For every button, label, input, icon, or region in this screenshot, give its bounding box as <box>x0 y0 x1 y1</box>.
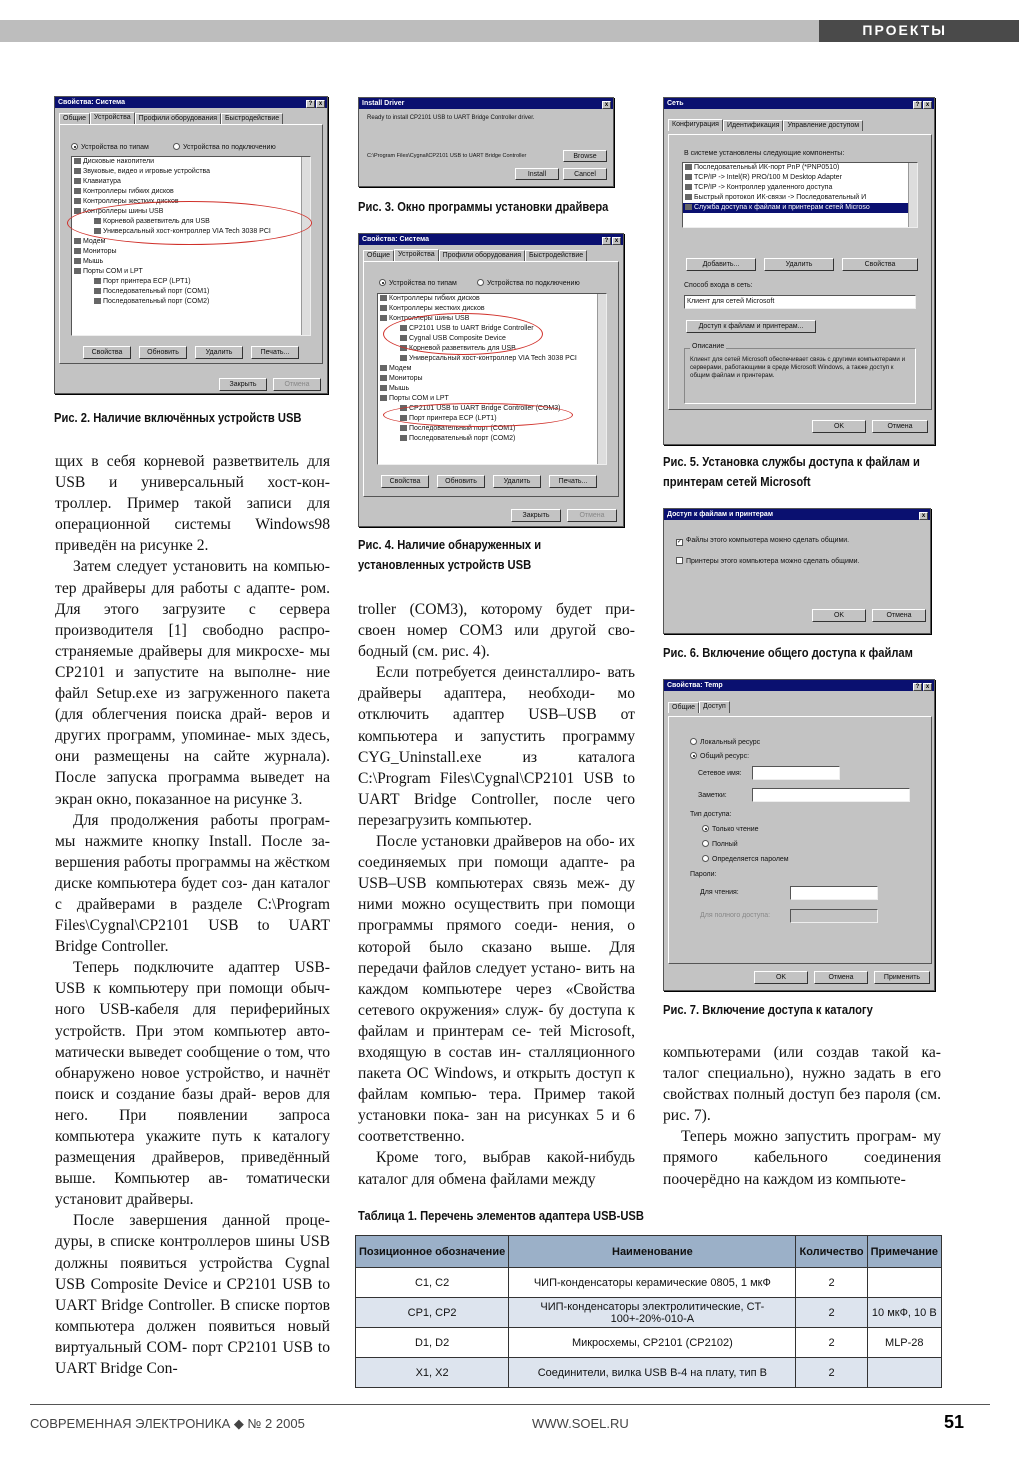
fig2-tabs <box>59 112 323 124</box>
print-button[interactable]: Печать... <box>549 475 597 488</box>
apply-button[interactable]: Применить <box>874 971 930 984</box>
column-header: Примечание <box>867 1236 941 1268</box>
device-icon <box>74 158 81 164</box>
table-cell: ЧИП-конденсаторы керамические 0805, 1 мкФ <box>509 1268 796 1298</box>
table-cell: 2 <box>796 1298 867 1328</box>
fig5-dialog <box>663 97 935 445</box>
port-icon <box>94 288 101 294</box>
tree-item[interactable]: Контроллеры шины USB <box>378 314 606 324</box>
passwords-label: Пароли: <box>690 871 717 878</box>
radio-icon[interactable] <box>71 143 78 150</box>
full-password-field[interactable] <box>790 909 878 923</box>
file-print-sharing-button[interactable]: Доступ к файлам и принтерам... <box>686 320 816 333</box>
remove-button[interactable]: Удалить <box>493 475 541 488</box>
tree-item[interactable]: Корневой разветвитель для USB <box>72 217 310 227</box>
usb-icon <box>94 228 101 234</box>
list-item[interactable]: Последовательный ИК-порт PnP (*PNP0510) <box>683 163 917 173</box>
remove-button[interactable]: Удалить <box>764 258 834 271</box>
help-icon[interactable]: ? <box>306 100 315 108</box>
fig6-dialog <box>663 508 931 634</box>
fig3-dialog <box>358 97 614 187</box>
tree-item[interactable]: Последовательный порт (COM1) <box>378 424 606 434</box>
device-icon <box>74 238 81 244</box>
properties-button[interactable]: Свойства <box>381 475 429 488</box>
fig3-message: Ready to install CP2101 USB to UART Bridge Controller driver. <box>367 115 535 121</box>
port-icon <box>94 278 101 284</box>
tree-item[interactable]: Последовательный порт (COM2) <box>378 434 606 444</box>
tree-item[interactable]: Контроллеры жестких дисков <box>378 304 606 314</box>
checkbox-checked-icon[interactable]: ✓ <box>677 539 683 545</box>
fig2-titlebar <box>55 97 327 108</box>
paragraph: Для продолжения работы програм- мы нажмите кнопку Install. После за- вершения работы программы на жёстком диске компьютера будет соз- дан каталог с драйверами в разделе C:\Program Files\Cygnal\CP2101 USB to UART Bridge Controller. <box>55 811 330 956</box>
tree-item[interactable]: Порт принтера ECP (LPT1) <box>72 277 310 287</box>
table-cell: ЧИП-конденсаторы электролитические, CT-100+-20%-010-A <box>509 1298 796 1328</box>
help-icon[interactable]: ? <box>913 683 922 691</box>
refresh-button[interactable]: Обновить <box>437 475 485 488</box>
network-icon <box>685 164 692 170</box>
table-cell: 2 <box>796 1358 867 1388</box>
tree-item[interactable]: Порт принтера ECP (LPT1) <box>378 414 606 424</box>
tab-performance[interactable]: Быстродействие <box>221 113 283 124</box>
share-name-label: Сетевое имя: <box>698 770 742 777</box>
radio-icon[interactable] <box>702 825 709 832</box>
usb-icon <box>400 355 407 361</box>
tab-hw-profiles[interactable]: Профили оборудования <box>439 250 525 261</box>
tab-devices[interactable]: Устройства <box>394 249 439 261</box>
add-button[interactable]: Добавить... <box>686 258 756 271</box>
usb-icon <box>400 345 407 351</box>
text-column-3 <box>663 1042 941 1190</box>
share-printers-checkbox[interactable]: Принтеры этого компьютера можно сделать общими. <box>676 557 860 565</box>
fig2-dialog <box>54 96 328 394</box>
device-icon <box>74 198 81 204</box>
cancel-button[interactable]: Отмена <box>872 420 928 433</box>
tree-item[interactable]: Модем <box>378 364 606 374</box>
fig3-path: C:\Program Files\Cygnal\CP2101 USB to UART Bridge Controller <box>367 153 527 159</box>
fig6-title: Доступ к файлам и принтерам <box>667 511 774 518</box>
tree-item[interactable]: Порты COM и LPT <box>72 267 310 277</box>
cancel-button[interactable]: Отмена <box>814 971 868 984</box>
fig7-caption: Рис. 7. Включение доступа к каталогу <box>663 1002 873 1017</box>
list-item[interactable]: TCP/IP -> Контроллер удаленного доступа <box>683 183 917 193</box>
fig4-tabs <box>363 249 619 261</box>
usb-icon <box>400 325 407 331</box>
radio-icon[interactable] <box>702 840 709 847</box>
table-cell <box>867 1358 941 1388</box>
tab-general[interactable]: Общие <box>363 250 394 261</box>
remove-button[interactable]: Удалить <box>195 346 243 359</box>
checkbox-icon[interactable] <box>676 557 683 564</box>
tree-item[interactable]: Дисковые накопители <box>72 157 310 167</box>
table-cell: 2 <box>796 1328 867 1358</box>
fig2-caption: Рис. 2. Наличие включённых устройств USB <box>54 410 302 425</box>
port-icon <box>94 298 101 304</box>
tree-item[interactable]: Контроллеры жестких дисков <box>72 197 310 207</box>
device-icon <box>74 188 81 194</box>
properties-button[interactable]: Свойства <box>842 258 918 271</box>
comment-field[interactable] <box>752 788 910 802</box>
section-title: ПРОЕКТЫ <box>862 22 947 38</box>
list-item[interactable]: Быстрый протокол ИК-связи -> Последовательный И <box>683 193 917 203</box>
table-title: Таблица 1. Перечень элементов адаптера USB-USB <box>358 1208 644 1223</box>
table-cell: Соединители, вилка USB B-4 на плату, тип B <box>509 1358 796 1388</box>
logon-select[interactable]: Клиент для сетей Microsoft <box>684 295 916 309</box>
shared-as-radio[interactable]: Общий ресурс: <box>690 752 749 760</box>
tree-item[interactable]: CP2101 USB to UART Bridge Controller <box>378 324 606 334</box>
paragraph: Кроме того, выбрав какой-нибудь каталог для обмена файлами между <box>358 1149 635 1188</box>
fig4-device-list[interactable] <box>377 293 607 465</box>
radio-icon[interactable] <box>702 855 709 862</box>
port-icon <box>400 415 407 421</box>
fig4-titlebar <box>359 234 623 245</box>
close-icon[interactable]: x <box>602 101 611 109</box>
page-number: 51 <box>943 1412 964 1432</box>
tree-item[interactable]: Контроллеры гибких дисков <box>72 187 310 197</box>
fig5-caption-line1: Рис. 5. Установка службы доступа к файлам и <box>663 454 920 469</box>
paragraph: компьютерами (или создав такой ка- талог специально), нужно задать в его свойствах полный доступ без пароля (см. рис. 7). <box>663 1044 941 1125</box>
fig5-caption-line2: принтерам сетей Microsoft <box>663 474 811 489</box>
paragraph: Теперь подключите адаптер USB- USB к компьютеру при помощи обыч- ного USB-кабеля для периферийных устройств. При этом компьютер авто- матически выведет сообщение о том, что обнаружено новое устройство, и начнёт поиск и создание базы драй- веров для него. При появлении запроса компьютера укажите путь к каталогу размещения драйверов, приведённый выше. Компьютер ав- томатически установит драйверы. <box>55 959 330 1209</box>
text-column-2 <box>358 599 635 1190</box>
paragraph: Если потребуется деинсталлиро- вать драйверы адаптера, необходи- мо отключить адаптер USB–USB от компьютера и запустить программу CYG_Uninstall.exe из каталога C:\Program Files\Cygnal\CP2101 USB to UART Bridge Controller, после чего перезагрузить компьютер. <box>358 664 635 829</box>
tree-item[interactable]: Звуковые, видео и игровые устройства <box>72 167 310 177</box>
radio-icon[interactable] <box>379 279 386 286</box>
ok-button[interactable]: OK <box>812 609 866 622</box>
full-access-radio[interactable]: Полный <box>702 840 738 848</box>
usb-icon <box>94 218 101 224</box>
tab-identification[interactable]: Идентификация <box>723 120 783 131</box>
table-cell: CP1, CP2 <box>356 1298 509 1328</box>
table-row <box>356 1328 942 1358</box>
tree-item[interactable]: Корневой разветвитель для USB <box>378 344 606 354</box>
tree-item[interactable]: Cygnal USB Composite Device <box>378 334 606 344</box>
full-password-label: Для полного доступа: <box>700 912 771 919</box>
refresh-button[interactable]: Обновить <box>139 346 187 359</box>
paragraph: После завершения данной проце- дуры, в списке контроллеров шины USB должны появиться устройства Cygnal USB Composite Device и CP2101 USB to UART Bridge Controller. В списке портов компьютера должен появиться новый виртуальный COM- порт CP2101 USB to UART Bridge Con- <box>55 1212 330 1378</box>
port-icon <box>400 425 407 431</box>
fig7-tabs <box>668 701 930 713</box>
description-label: Описание <box>692 343 725 350</box>
help-icon[interactable]: ? <box>913 101 922 109</box>
protocol-icon <box>685 174 692 180</box>
column-header: Позиционное обозначение <box>356 1236 509 1268</box>
paragraph: После установки драйверов на обо- их соединяемых при помощи адапте- ра USB–USB компьютерах связь меж- ду ними можно осуществить при помощи программы прямого соеди- нения, о которой было сказано выше. Для передачи файлов следует устано- вить на каждом компьютере через «Свойства сетевого окружения» служ- бу доступа к файлам и принтерам се- тей Microsoft, входящую в состав ин- сталляционного пакета ОС Windows, и открыть доступ к файлам компью- тера. Пример такой установки пока- зан на рисунках 5 и 6 соответственно. <box>358 833 635 1146</box>
device-icon <box>380 385 387 391</box>
properties-button[interactable]: Свойства <box>83 346 131 359</box>
fig7-title: Свойства: Temp <box>667 682 723 689</box>
fig5-title: Сеть <box>667 100 684 107</box>
close-icon[interactable]: x <box>612 237 621 245</box>
radio-icon[interactable] <box>477 279 484 286</box>
table-cell: 10 мкФ, 10 В <box>867 1298 941 1328</box>
fig2-radio-connection[interactable]: Устройства по подключению <box>173 143 276 151</box>
tree-item[interactable]: Порты COM и LPT <box>378 394 606 404</box>
fig3-titlebar <box>359 98 613 109</box>
table-cell: X1, X2 <box>356 1358 509 1388</box>
footer-site[interactable]: WWW.SOEL.RU <box>532 1416 629 1431</box>
ok-button[interactable]: OK <box>812 420 866 433</box>
device-icon <box>74 168 81 174</box>
port-icon <box>74 268 81 274</box>
service-icon <box>685 204 692 210</box>
table-cell: C1, C2 <box>356 1268 509 1298</box>
table-cell: D1, D2 <box>356 1328 509 1358</box>
device-icon <box>74 258 81 264</box>
device-icon <box>380 295 387 301</box>
tab-general[interactable]: Общие <box>59 113 90 124</box>
device-icon <box>380 375 387 381</box>
share-files-checkbox[interactable]: ✓ Файлы этого компьютера можно сделать общими. <box>677 537 850 545</box>
cancel-button[interactable]: Отмена <box>872 609 926 622</box>
cancel-button[interactable]: Cancel <box>563 168 607 180</box>
tab-general[interactable]: Общие <box>668 702 699 713</box>
tree-item[interactable]: Контроллеры шины USB <box>72 207 310 217</box>
fig7-dialog <box>663 679 935 991</box>
column-header: Наименование <box>509 1236 796 1268</box>
access-type-label: Тип доступа: <box>690 811 732 818</box>
fig4-radio-type[interactable]: Устройства по типам <box>379 279 457 287</box>
list-item[interactable]: TCP/IP -> Intel(R) PRO/100 M Desktop Adapter <box>683 173 917 183</box>
table-cell: MLP-28 <box>867 1328 941 1358</box>
paragraph: Теперь можно запустить програм- му прямого кабельного соединения поочерёдно на каждом из компьюте- <box>663 1128 941 1188</box>
scrollbar[interactable] <box>908 163 917 227</box>
usb-icon <box>400 335 407 341</box>
fig6-titlebar <box>664 509 930 520</box>
print-button[interactable]: Печать... <box>251 346 299 359</box>
fig4-caption-line1: Рис. 4. Наличие обнаруженных и <box>358 537 542 552</box>
tab-sharing[interactable]: Доступ <box>699 701 730 713</box>
tree-item[interactable]: Клавиатура <box>72 177 310 187</box>
close-button[interactable]: Закрыть <box>511 509 561 522</box>
fig5-tabs <box>668 119 930 131</box>
fig2-radio-type[interactable]: Устройства по типам <box>71 143 149 151</box>
device-icon <box>74 178 81 184</box>
fig2-device-list[interactable] <box>71 156 311 336</box>
fig2-title: Свойства: Система <box>58 99 126 106</box>
description-text: Клиент для сетей Microsoft обеспечивает связь с другими компьютерами и серверами, работающими в среде Microsoft Windows, а также доступ к общим файлам и принтерам. <box>690 356 906 379</box>
radio-icon[interactable] <box>173 143 180 150</box>
ok-button[interactable]: OK <box>754 971 808 984</box>
tab-performance[interactable]: Быстродействие <box>525 250 587 261</box>
table-cell <box>867 1268 941 1298</box>
browse-button[interactable]: Browse <box>563 150 607 162</box>
port-icon <box>400 405 407 411</box>
protocol-icon <box>685 194 692 200</box>
component-list[interactable] <box>682 162 918 228</box>
fig5-titlebar <box>664 98 934 109</box>
device-icon <box>74 248 81 254</box>
read-password-label: Для чтения: <box>700 889 739 896</box>
tree-item[interactable]: Контроллеры гибких дисков <box>378 294 606 304</box>
read-password-field[interactable] <box>790 886 878 900</box>
fig3-title: Install Driver <box>362 100 405 107</box>
port-icon <box>380 395 387 401</box>
tab-hw-profiles[interactable]: Профили оборудования <box>135 113 221 124</box>
paragraph: щих в себя корневой разветвитель для USB и универсальный хост-кон- троллер. Пример такой записи для операционной системы Windows98 приведён на рисунке 2. <box>55 453 330 555</box>
column-header: Количество <box>796 1236 867 1268</box>
fig7-titlebar <box>664 680 934 691</box>
tab-access-control[interactable]: Управление доступом <box>783 120 863 131</box>
tree-item[interactable]: Последовательный порт (COM1) <box>72 287 310 297</box>
table-row <box>356 1268 942 1298</box>
cancel-button[interactable]: Отмена <box>567 509 617 522</box>
device-icon <box>380 305 387 311</box>
share-name-field[interactable] <box>752 766 840 780</box>
logon-label: Способ входа в сеть: <box>684 282 753 289</box>
paragraph: Затем следует установить на компью- тер драйверы для работы с адапте- ром. Для этого загрузите с сервера производителя [1] свободно распро- страняемые драйверы для микросхе- мы CP2101 и запустите на выполне- ние файл Setup.exe из загруженного пакета (для облегчения поиска драй- веров и других программ, упоминае- мых здесь, они размещены на сайте журнала). После запуска программа выведет на экран окно, показанное на рисунке 3. <box>55 558 330 808</box>
cancel-button[interactable]: Отмена <box>273 378 321 391</box>
fig4-radio-connection[interactable]: Устройства по подключению <box>477 279 580 287</box>
read-only-radio[interactable]: Только чтение <box>702 825 759 833</box>
scrollbar[interactable] <box>597 294 606 464</box>
scrollbar[interactable] <box>301 157 310 335</box>
close-icon[interactable]: x <box>923 683 932 691</box>
radio-icon[interactable] <box>690 738 697 745</box>
close-icon[interactable]: x <box>919 512 928 520</box>
tree-item[interactable]: Последовательный порт (COM2) <box>72 297 310 307</box>
port-icon <box>400 435 407 441</box>
radio-icon[interactable] <box>690 752 697 759</box>
install-button[interactable]: Install <box>515 168 559 180</box>
fig4-title: Свойства: Система <box>362 236 430 243</box>
help-icon[interactable]: ? <box>602 237 611 245</box>
depends-password-radio[interactable]: Определяется паролем <box>702 855 789 863</box>
tab-configuration[interactable]: Конфигурация <box>668 119 723 131</box>
tree-item[interactable]: Мониторы <box>378 374 606 384</box>
usb-icon <box>74 208 81 214</box>
tab-devices[interactable]: Устройства <box>90 112 135 124</box>
fig3-caption: Рис. 3. Окно программы установки драйвера <box>358 199 609 214</box>
table-cell: 2 <box>796 1268 867 1298</box>
close-icon[interactable]: x <box>316 100 325 108</box>
paragraph: troller (COM3), которому будет при- своен номер COM3 или другой сво- бодный (см. рис. 4). <box>358 601 635 661</box>
tree-item[interactable]: Универсальный хост-контроллер VIA Tech 3038 PCI <box>72 227 310 237</box>
text-column-1 <box>55 451 330 1379</box>
footer-magazine: СОВРЕМЕННАЯ ЭЛЕКТРОНИКА ◆ № 2 2005 <box>30 1416 305 1431</box>
device-icon <box>380 365 387 371</box>
table-row <box>356 1298 942 1328</box>
fig6-caption: Рис. 6. Включение общего доступа к файлам <box>663 645 913 660</box>
tree-item[interactable]: Мышь <box>72 257 310 267</box>
footer-divider <box>30 1404 990 1405</box>
tree-item[interactable]: Модем <box>72 237 310 247</box>
table-row <box>356 1358 942 1388</box>
tree-item[interactable]: Универсальный хост-контроллер VIA Tech 3038 PCI <box>378 354 606 364</box>
fig4-dialog <box>358 233 624 527</box>
parts-table <box>355 1235 942 1388</box>
fig4-caption-line2: установленных устройств USB <box>358 557 532 572</box>
list-item-selected[interactable]: Служба доступа к файлам и принтерам сетей Microso <box>683 203 917 213</box>
comment-label: Заметки: <box>698 792 727 799</box>
not-shared-radio[interactable]: Локальный ресурс <box>690 738 760 746</box>
protocol-icon <box>685 184 692 190</box>
tree-item[interactable]: Мониторы <box>72 247 310 257</box>
table-header-row <box>356 1236 942 1268</box>
close-button[interactable]: Закрыть <box>219 378 267 391</box>
tree-item[interactable]: Мышь <box>378 384 606 394</box>
installed-label: В системе установлены следующие компоненты: <box>684 150 845 157</box>
tree-item[interactable]: CP2101 USB to UART Bridge Controller (COM3) <box>378 404 606 414</box>
close-icon[interactable]: x <box>923 101 932 109</box>
table-cell: Микросхемы, CP2101 (CP2102) <box>509 1328 796 1358</box>
usb-icon <box>380 315 387 321</box>
